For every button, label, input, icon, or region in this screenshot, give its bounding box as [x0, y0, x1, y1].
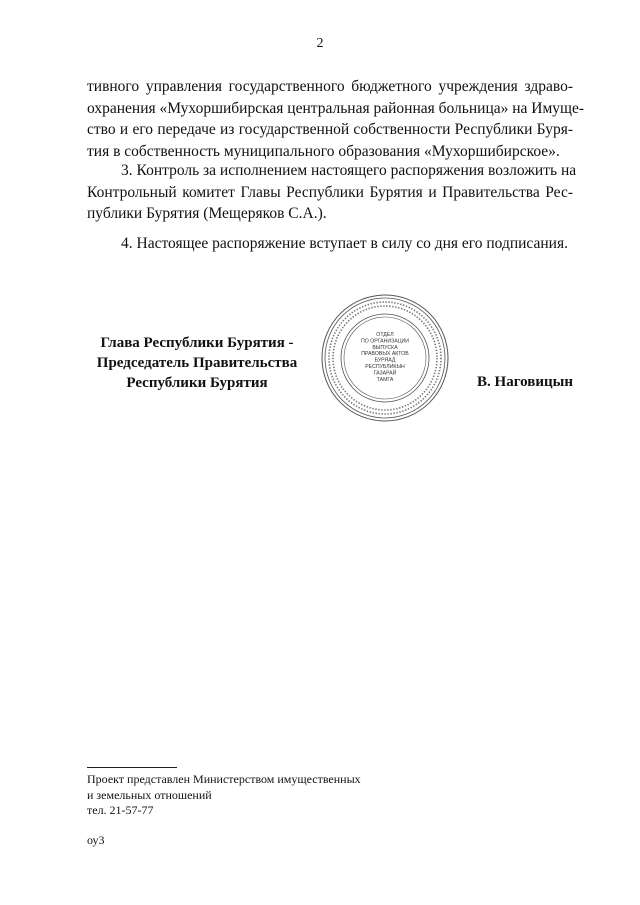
paragraph-line: ство и его передаче из государственной собственности Республики Буря-: [87, 121, 573, 138]
seal-text-line: РЕСПУБЛИКЫН: [365, 364, 405, 370]
paragraph-line: тия в собственность муниципального образования «Мухоршибирское».: [87, 142, 560, 160]
seal-text-line: ОТДЕЛ: [376, 332, 394, 338]
footnote-line: тел. 21-57-77: [87, 803, 154, 817]
seal-text-line: ПО ОРГАНИЗАЦИИ: [361, 338, 409, 345]
page-number: 2: [316, 36, 324, 51]
seal-text-line: ВЫПУСКА: [372, 344, 398, 351]
paragraph-line: 4. Настоящее распоряжение вступает в силу со дня его подписания.: [121, 235, 568, 252]
position-line: Глава Республики Бурятия -: [100, 335, 294, 351]
seal-text-line: ГАЗАРАЙ: [373, 370, 397, 377]
seal-text-line: БУРЯАД: [374, 357, 396, 364]
footnote-line: Проект представлен Министерством имущественных: [87, 772, 361, 786]
footnote: [87, 772, 361, 819]
paragraph-line: охранения «Мухоршибирская центральная районная больница» на Имуще-: [87, 99, 585, 117]
seal-text-line: ТАМГА: [376, 376, 394, 383]
paragraph-line: Контрольный комитет Главы Республики Бурятия и Правительства Рес-: [87, 183, 573, 201]
seal-text-line: ПРАВОВЫХ АКТОВ: [361, 351, 409, 358]
footnote-divider: [87, 767, 177, 768]
paragraph-line: 3. Контроль за исполнением настоящего распоряжения возложить на: [121, 162, 577, 179]
position-line: Председатель Правительства: [96, 355, 298, 371]
paragraph-continuation: [87, 76, 585, 162]
paragraph-item-3: [87, 160, 577, 225]
signatory-name: В. Наговицын: [477, 374, 573, 390]
paragraph-line: публики Бурятия (Мещеряков С.А.).: [87, 205, 327, 222]
official-seal: [319, 292, 451, 424]
signatory-position: [87, 333, 307, 393]
paragraph-line: тивного управления государственного бюджетного учреждения здраво-: [87, 78, 573, 95]
paragraph-item-4: [87, 233, 573, 255]
footnote-line: и земельных отношений: [87, 787, 212, 802]
position-line: Республики Бурятия: [126, 375, 268, 391]
document-code: оу3: [87, 833, 105, 847]
